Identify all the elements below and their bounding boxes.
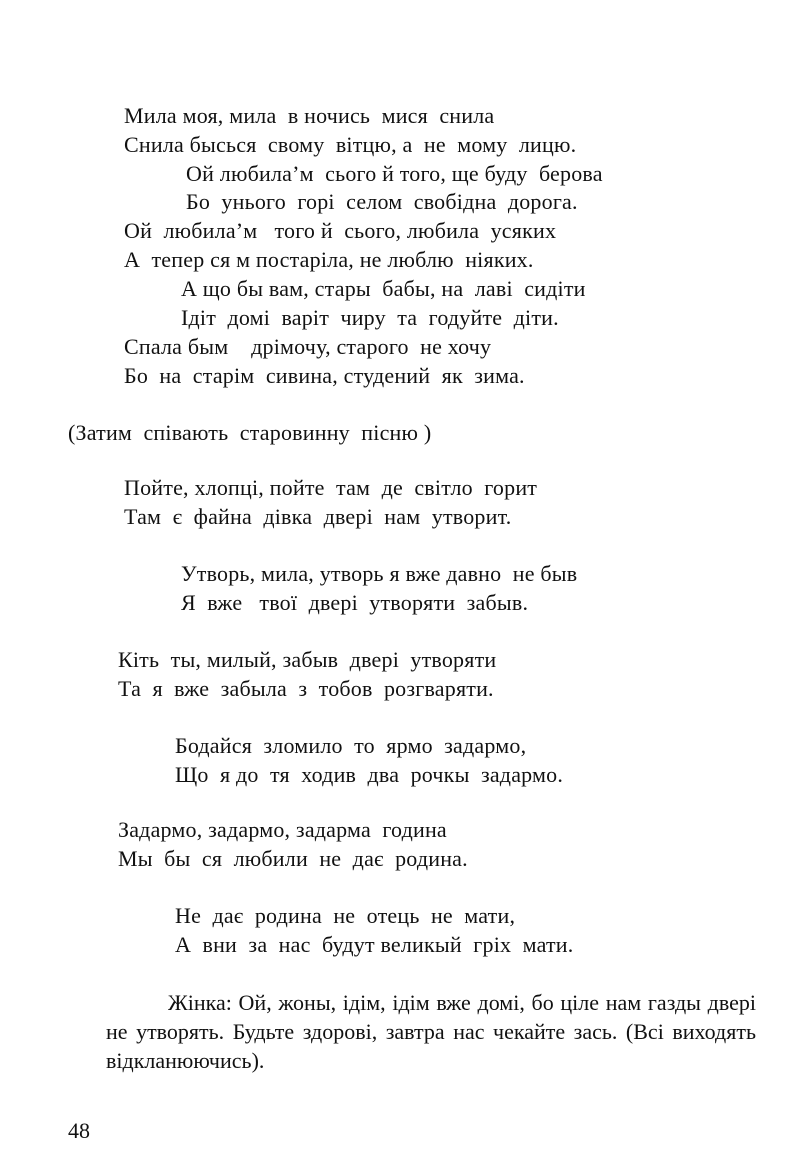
verse-line: Там є файна дівка двері нам утворит. — [124, 504, 512, 529]
verse-line: А що бы вам, стары бабы, на лаві сидіти — [181, 276, 586, 301]
verse-line: Спала бым дрімочу, старого не хочу — [124, 334, 492, 359]
verse-line: Снила бысься свому вітцю, а не мому лицю. — [124, 132, 577, 157]
verse-line: Я вже твої двері утворяти забыв. — [181, 590, 529, 615]
closing-paragraph: Жінка: Ой, жоны, ідім, ідім вже домі, бо ціле нам газды двері не утворять. Будьте здорові, завтра нас чекайте зась. (Всі виходять відкланюючись). — [106, 990, 756, 1073]
verse-line: Задармо, задармо, задарма година — [118, 817, 447, 842]
stage-direction: (Затим співають старовинну пісню ) — [68, 420, 432, 445]
verse-line: Мила моя, мила в ночись мися снила — [124, 103, 495, 128]
verse-line: Утворь, мила, утворь я вже давно не быв — [181, 561, 578, 586]
verse-line: Ой любила’м того й сього, любила усяких — [124, 218, 557, 243]
verse-line: Ой любила’м сього й того, ще буду берова — [186, 161, 603, 186]
verse-line: Бодайся зломило то ярмо задармо, — [175, 733, 527, 758]
verse-line: Пойте, хлопці, пойте там де світло горит — [124, 475, 538, 500]
verse-line: А вни за нас будут великый гріх мати. — [175, 932, 574, 957]
verse-line: Кіть ты, милый, забыв двері утворяти — [118, 647, 497, 672]
verse-line: Бо на старім сивина, студений як зима. — [124, 363, 525, 388]
verse-line: Ідіт домі варіт чиру та годуйте діти. — [181, 305, 559, 330]
page-number: 48 — [68, 1118, 90, 1143]
verse-line: А тепер ся м постаріла, не люблю ніяких. — [124, 247, 534, 272]
verse-line: Бо унього горі селом свобідна дорога. — [186, 189, 578, 214]
verse-line: Мы бы ся любили не дає родина. — [118, 846, 468, 871]
verse-line: Не дає родина не отець не мати, — [175, 903, 516, 928]
verse-line: Що я до тя ходив два рочкы задармо. — [175, 762, 564, 787]
verse-line: Та я вже забыла з тобов розгваряти. — [118, 676, 494, 701]
